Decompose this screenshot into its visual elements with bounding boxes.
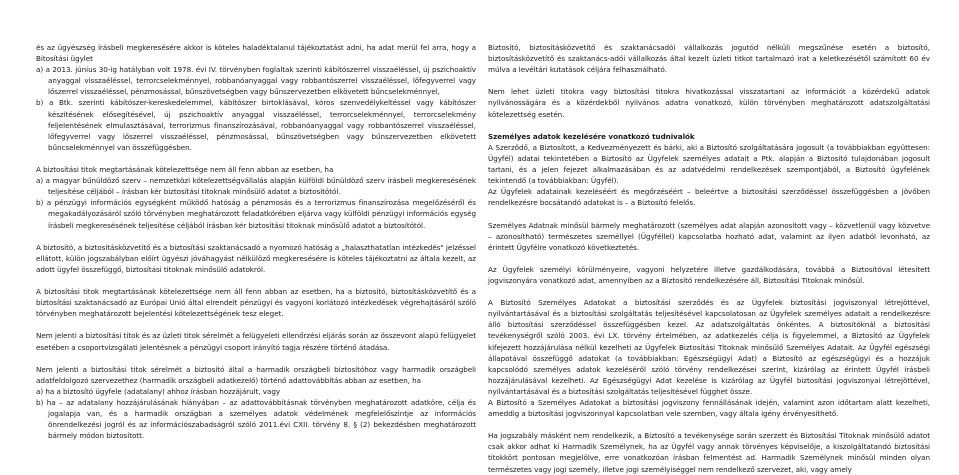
paragraph: Nem lehet üzleti titokra vagy biztosítási titokra hivatkozással visszatartani az információt a közérdekű adatok nyilvánosságára és a közérdekből nyilvános adatra vonatkozó, külön törvényben meghatározott adatszolgáltatási kötelezettség esetén. — [488, 87, 930, 119]
right-column — [488, 42, 930, 475]
paragraph: A biztosítási titok megtartásának kötelezettsége nem áll fenn abban az esetben, ha — [36, 165, 334, 175]
paragraph: b) a pénzügyi információs egységként működő hatóság a pénzmosás és a terrorizmus finanszírozása megelőzéséről és megakadályozásáról szóló törvényben meghatározott feladatkörében eljárva vagy külföldi pénzügyi információs egység írásbeli megkeresésének teljesítése céljából írásban kér biztosítási titoknak minősülő adatot a biztosítótól. — [36, 198, 476, 230]
paragraph: Személyes Adatnak minősül bármely meghatározott (személyes adat alapján azonosított vagy – közvetlenül vagy közvetve – azonosítható) természetes személlyel (Ügyféllel) kapcsolatba hozható adat, valamint az ilyen adatból levonható, az érintett Ügyfélre vonatkozó következtetés. — [488, 220, 930, 252]
paragraph: Biztosító, biztosításközvetítő és szaktanácsadói vállalkozás jogutód nélküli megszűnése esetén a biztosító, biztosításközvetítő és szaktanács-adói vállalkozás által kezelt üzleti titkot tartalmazó irat a keletkezésétől számított 60 év múlva a levéltári kutatások céljára felhasználható. — [488, 43, 930, 75]
paragraph: Nem jelenti a biztosítási titok sérelmét a biztosító által a harmadik országbeli biztosítóhoz vagy harmadik országbeli adatfeldolgozó szervezethez (harmadik országbeli adatkezelő) történő adattovábbítás abban az esetben, ha — [36, 364, 476, 385]
paragraph: Ha jogszabály másként nem rendelkezik, a Biztosító a tevékenysége során szerzett és Biztosítási Titoknak minősülő adatot csak akkor adhat ki Harmadik Személynek, ha az Ügyfél vagy annak törvényes képviselője, a kiszolgáltatandó biztosítási titokkört pontosan megjelölve, erre vonatkozóan írásban felmentést ad. Harmadik Személynek minősül minden olyan természetes vagy jogi személy, illetve jogi személyiséggel nem rendelkező szervezet, aki, vagy amely — [488, 431, 930, 474]
left-column — [36, 42, 476, 441]
paragraph: A Biztosító a Személyes Adatokat a biztosítási jogviszony fennállásának idején, valamint azon időtartam alatt kezelheti, ameddig a biztosítási jogviszonnyal kapcsolatban vele szemben, vagy általa igény érvényesíthető. — [488, 398, 930, 419]
paragraph: A biztosító, a biztosításközvetítő és a biztosítási szaktanácsadó a nyomozó hatóság a „halaszthatatlan intézkedés" jelzéssel ellátott, külön jogszabályban előírt ügyészi jóváhagyást nélkülöző megkeresésére is köteles tájékoztatni az általa kezelt, az adott ügyfel összefüggő, biztosítási titoknak minősülő adatokról. — [36, 242, 476, 274]
paragraph: A Szerződő, a Biztosított, a Kedvezményezett és bárki, aki a Biztosító szolgáltatására jogosult (a továbbiakban együttesen: Ügyfél) adatai tekintetében a Biztosító az Ügyfelek személyes adatait a Ptk. alapján a Biztosító tulajdonában jogosult tartani, és a jelen fejezet alkalmazásában és az adatvédelmi rendelkezések szempontjából, a Biztosító ügyfelének tekintendő (a továbbiakban: Ügyfél). — [488, 142, 930, 186]
paragraph: Az Ügyfelek személyi körülményeire, vagyoni helyzetére illetve gazdálkodására, továbbá a Biztosítóval létesített jogviszonyára vonatkozó adat, amennyiben az a Biztosító rendelkezésére áll, Biztosítási Titoknak minősül. — [488, 264, 930, 285]
paragraph: b) ha – az adatalany hozzájárulásának hiányában – az adattovábbításnak törvényben meghatározott adatköre, célja és jogalapja van, és a harmadik országban a személyes adatok védelmének megfelelőszintje az információs önrendelkezési jogról és az információszabadságról szóló 2011.évi CXII. törvény 8. § (2) bekezdésben meghatározott bármely módon biztosított. — [36, 398, 476, 441]
paragraph: Az Ügyfelek adatainak kezeléséért és megőrzéséért – beleértve a biztosítási szerződéssel összefüggésben a jövőben rendelkezésre bocsátandó adatokat is – a Biztosító felelős. — [488, 187, 930, 208]
paragraph: és az ügyészség írásbeli megkeresésére akkor is köteles haladéktalanul tájékoztatást adni, ha adat merül fel arra, hogy a Bitosítási ügylet — [36, 43, 476, 64]
section-heading: Személyes adatok kezelésére vonatkozó tudnivalók — [488, 131, 695, 141]
paragraph: A biztosítási titok megtartásának kötelezettsége nem áll fenn abban az esetben, ha a biztosító, biztosításközvetítő és a biztosítási szaktanácsadó az Európai Unió által elrendelt pénzügyi és vagyoni korlátozó intézkedések végrehajtásáról szóló törvényben meghatározott bejelentési kötelezettségének tesz eleget. — [36, 287, 476, 319]
paragraph: a) a magyar bűnüldöző szerv – nemzetközi kötelezettségvállalás alapján külföldi bűnüldöző szerv írásbeli megkeresésének teljesítése céljából – írásban kér biztosítási titoknak minősülő adatot a biztosítótól. — [36, 176, 476, 197]
paragraph: A Biztosító Személyes Adatokat a biztosítási szerződés és az Ügyfelek biztosítási jogviszonyal létrejöttével, nyilvántartásával és a biztosítási szolgáltatás teljesítésével kapcsolatosan az Ügyfelek személyes adatait a rendelkezésre álló biztosítási szerződéssel összefüggésben kezel. Az adatszolgáltatás önkéntes. A biztosítóknál a biztosítási tevékenységről szóló 2003. évi LX. törvény értelmében, az adatkezelés célja is figyelemmel, a Biztosító az Ügyfelek kifejezett hozzájárulása nélkül kezelheti az Ügyfelek Biztosítási Titoknak minősülő Személyes Adatait. Az Ügyfél egészségi állapotával összefüggő adatokat (a továbbiakban: Egészségügyi Adat) a Biztosító az egészségügyi és a hozzájuk kapcsolódó személyes adatok kezeléséről szóló törvény rendelkezései szerint, kizárólag az érintett Ügyfél írásbeli hozzájárulásával kezelheti. Az Egészségügyi Adat kezelése is kizárólag az Ügyfél biztosítási jogviszonyai létrejöttével, nyilvántartásával és a biztosítási szolgáltatás teljesítésével függhet össze. — [488, 298, 930, 396]
paragraph: a) a 2013. június 30-ig hatályban volt 1978. évi IV. törvényben foglaltak szerinti kábítószerrel visszaéléssel, új pszichoaktív anyaggal visszaéléssel, terrorcselekménnyel, robbanóanyaggal vagy robbantószerrel visszaéléssel, lőfegyverrel vagy lőszerrel visszaéléssel, pénzmosással, bűnszövetségben vagy bűnszervezetben elkövetett bűncselekménnyel, — [36, 65, 476, 97]
paragraph: Nem jelenti a biztosítási titok és az üzleti titok sérelmét a felügyeleti ellenőrzési eljárás során az összevont alapú felügyelet esetében a csoportvizsgálati jelentésnek a pénzügyi csoport irányító tagja részére történő átadása. — [36, 331, 476, 352]
paragraph: a) ha a biztosító ügyfele (adatalany) ahhoz írásban hozzájárult, vagy — [36, 386, 281, 396]
paragraph: b) a Btk. szerinti kábítószer-kereskedelemmel, kábítószer birtoklásával, kóros szenvedélykeltéssel vagy kábítószer készítésének elősegítésével, új pszichoaktív anyaggal visszaéléssel, terrorcselekménnyel, terrorcselekmény feljelentésének elmulasztásával, terrorizmus finanszírozásával, robbanóanyaggal vagy robbantószerrel visszaéléssel, lőfegyverrel vagy lőszerrel visszaéléssel, pénzmosással, bűnszövetségben vagy bűnszervezetben elkövetett bűncselekménnyel van összefüggésben. — [36, 98, 476, 152]
